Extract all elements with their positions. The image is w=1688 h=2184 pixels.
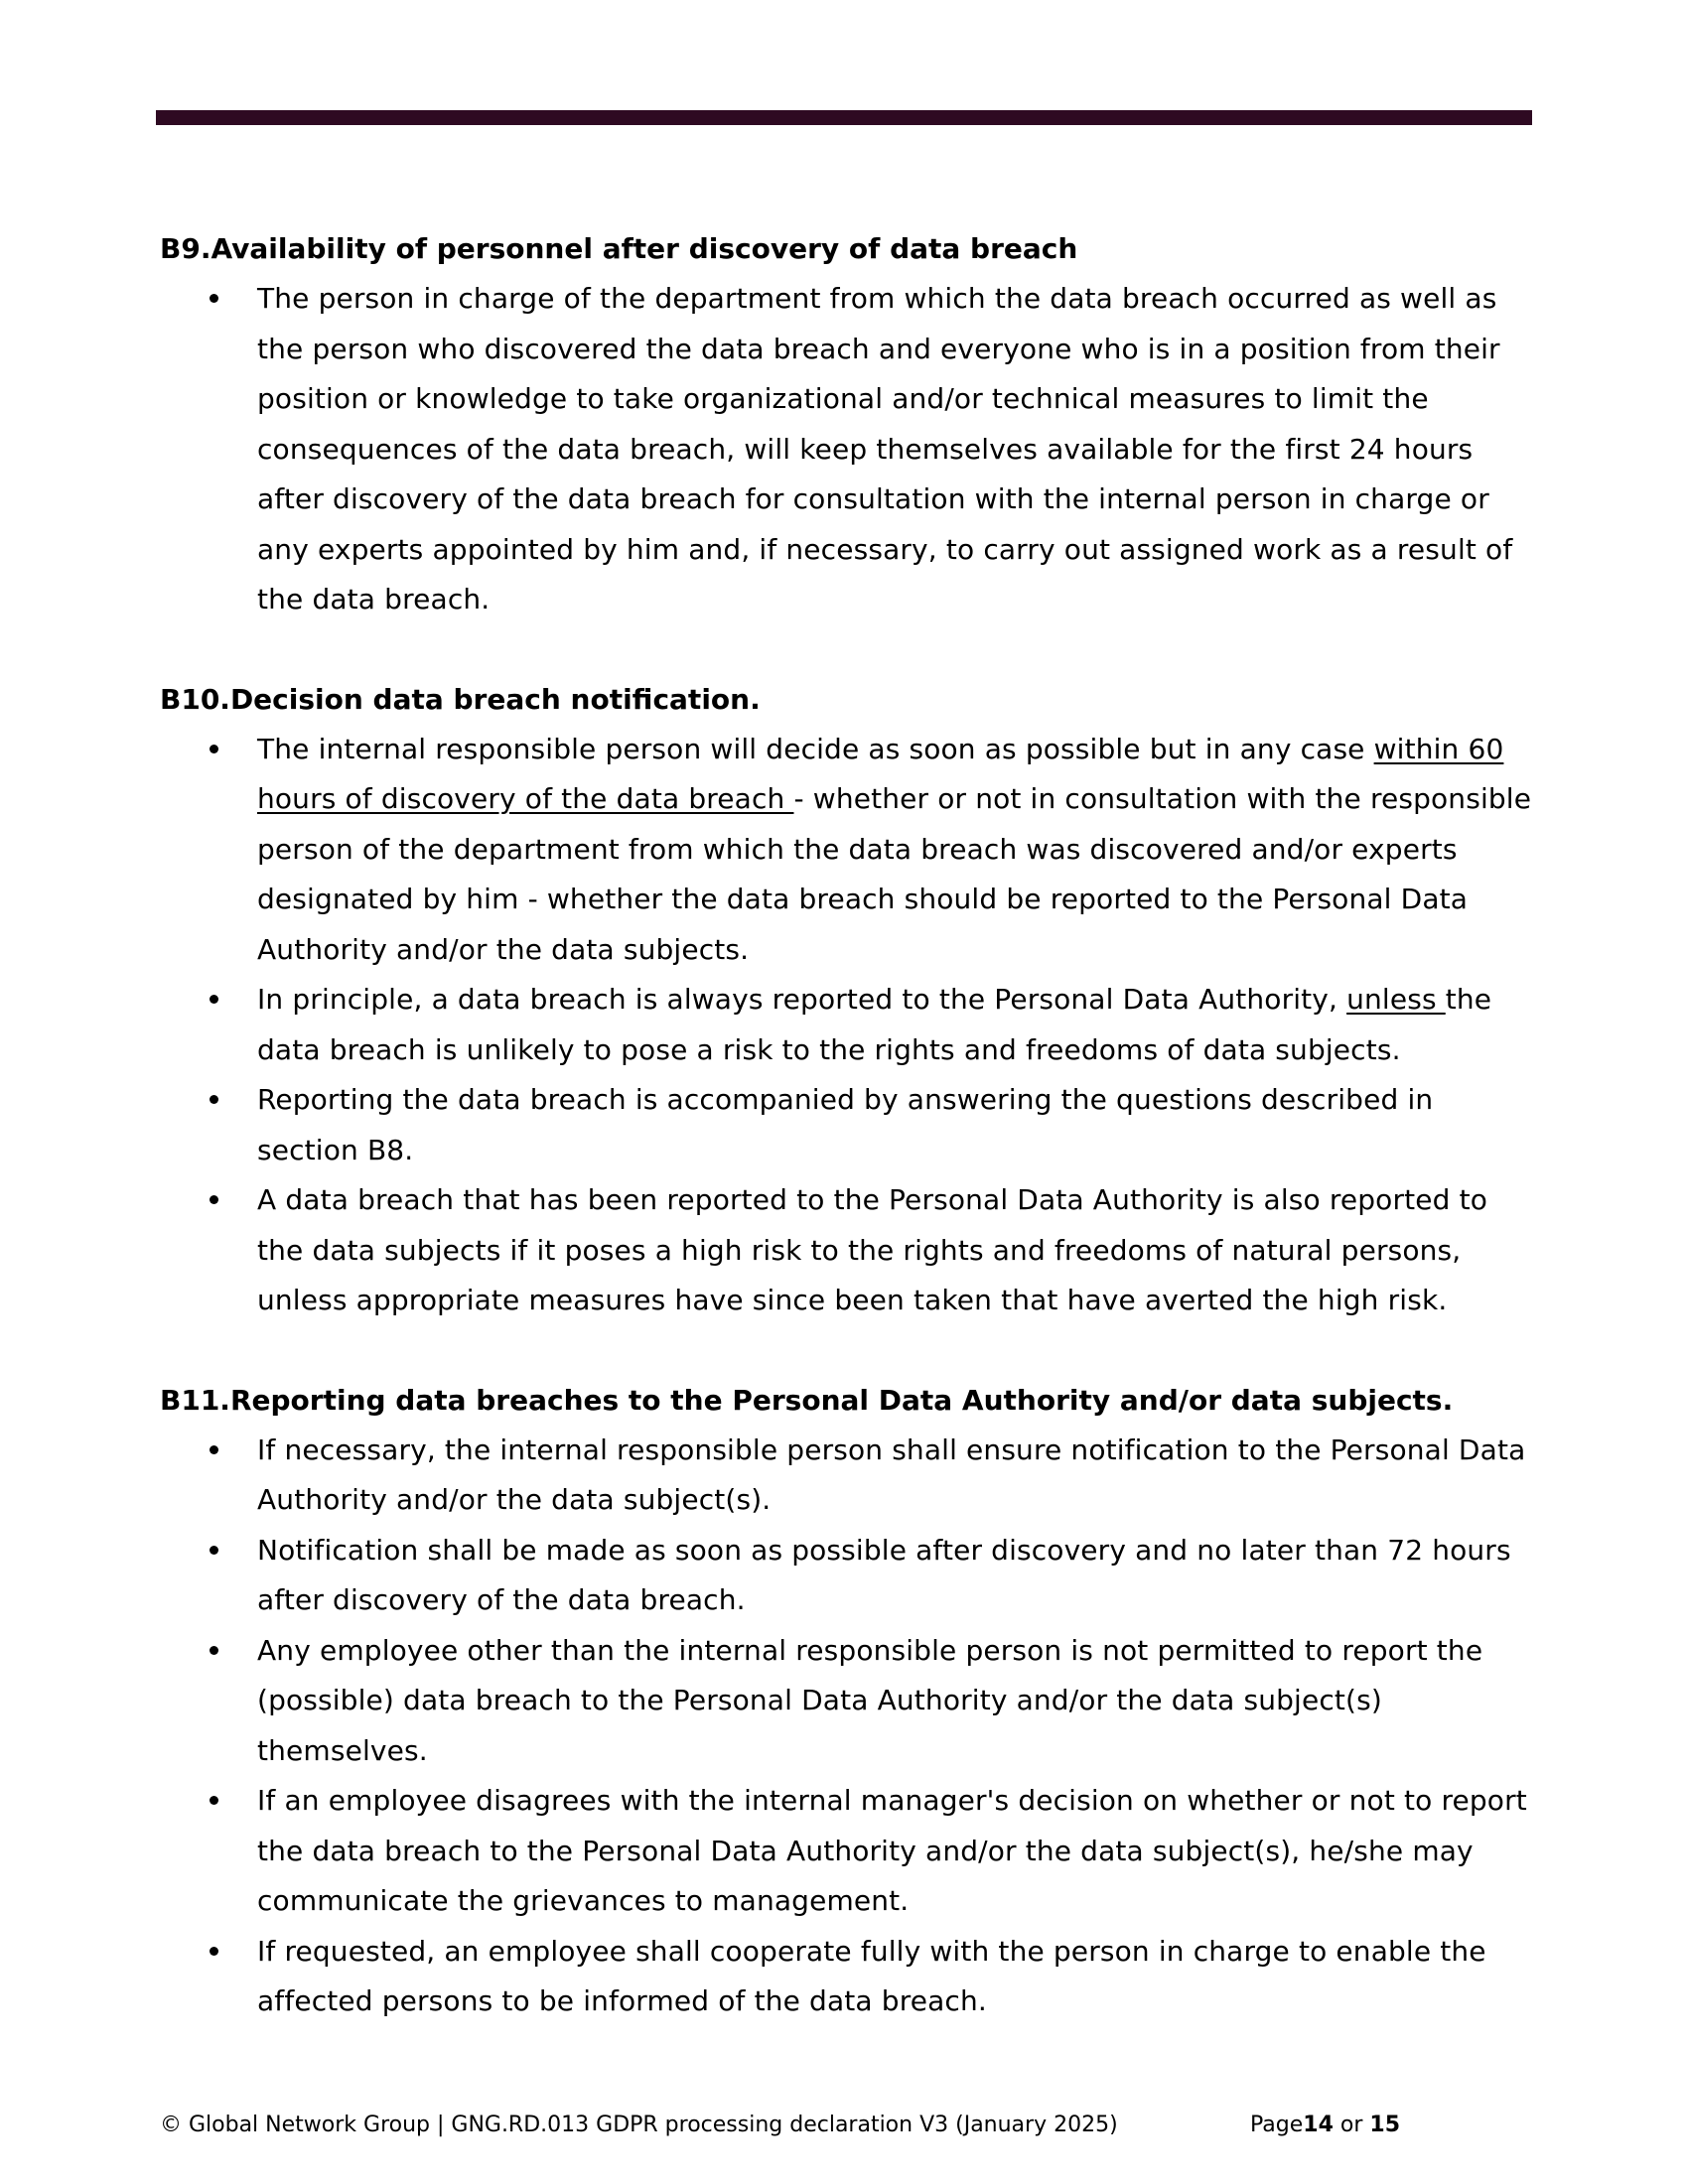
bullet-list-b11 bbox=[160, 1426, 1540, 2027]
item-text: The internal responsible person will decide as soon as possible but in any case bbox=[257, 732, 1374, 765]
page-current: 14 bbox=[1303, 2113, 1334, 2137]
underlined-unless: unless bbox=[1346, 983, 1446, 1016]
page-footer bbox=[160, 2111, 1401, 2140]
bullet-icon bbox=[210, 1646, 218, 1655]
footer-copyright: © Global Network Group | GNG.RD.013 GDPR processing declaration V3 (January 2025) bbox=[160, 2113, 1118, 2137]
item-text: If requested, an employee shall cooperate fully with the person in charge to enable the affected persons to be informed of the data breach. bbox=[257, 1934, 1486, 2017]
list-item bbox=[160, 274, 1540, 625]
bullet-list-b9 bbox=[160, 274, 1540, 625]
item-text: the data breach is unlikely to pose a risk to the rights and freedoms of data subjects. bbox=[257, 983, 1492, 1066]
bullet-list-b10 bbox=[160, 725, 1540, 1326]
list-item bbox=[160, 1075, 1540, 1175]
section-heading-b11: B11.Reporting data breaches to the Personal Data Authority and/or data subjects. bbox=[160, 1383, 1454, 1417]
item-text: The person in charge of the department from which the data breach occurred as well as the person who discovered the data breach and everyone who is in a position from their position or knowledge to take organizational and/or technical measures to limit the consequences of the data breach, will keep themselves available for the first 24 hours after discovery of the data breach for consultation with the internal person in charge or any experts appointed by him and, if necessary, to carry out assigned work as a result of the data breach. bbox=[257, 282, 1513, 615]
list-item bbox=[160, 1175, 1540, 1326]
document-body bbox=[160, 224, 1540, 2077]
list-item bbox=[160, 725, 1540, 976]
item-text: In principle, a data breach is always reported to the Personal Data Authority, bbox=[257, 983, 1347, 1016]
page-total: 15 bbox=[1369, 2113, 1401, 2137]
item-text: If necessary, the internal responsible person shall ensure notification to the Personal Data Authority and/or the data subject(s). bbox=[257, 1433, 1526, 1516]
section-heading-b10: B10.Decision data breach notification. bbox=[160, 682, 761, 716]
section-b11 bbox=[160, 1376, 1540, 2027]
list-item bbox=[160, 1426, 1540, 1526]
list-item bbox=[160, 975, 1540, 1075]
item-text: Reporting the data breach is accompanied by answering the questions described in section B8. bbox=[257, 1083, 1434, 1166]
bullet-icon bbox=[210, 745, 218, 753]
item-text: If an employee disagrees with the internal manager's decision on whether or not to report the data breach to the Personal Data Authority and/or the data subject(s), he/she may communicate the grievances to management. bbox=[257, 1784, 1527, 1917]
list-item bbox=[160, 1927, 1540, 2027]
bullet-icon bbox=[210, 1947, 218, 1956]
bullet-icon bbox=[210, 1095, 218, 1104]
bullet-icon bbox=[210, 1195, 218, 1204]
section-b10 bbox=[160, 675, 1540, 1326]
bullet-icon bbox=[210, 1796, 218, 1805]
bullet-icon bbox=[210, 995, 218, 1004]
page-number bbox=[1250, 2111, 1400, 2140]
bullet-icon bbox=[210, 1445, 218, 1454]
item-text: Notification shall be made as soon as possible after discovery and no later than 72 hours after discovery of the data breach. bbox=[257, 1533, 1511, 1616]
page-separator: or bbox=[1333, 2113, 1370, 2137]
header-rule bbox=[156, 110, 1532, 125]
list-item bbox=[160, 1626, 1540, 1777]
bullet-icon bbox=[210, 1546, 218, 1555]
list-item bbox=[160, 1776, 1540, 1927]
item-text: A data breach that has been reported to the Personal Data Authority is also reported to the data subjects if it poses a high risk to the rights and freedoms of natural persons, unless appropriate measures have since been taken that have averted the high risk. bbox=[257, 1183, 1488, 1316]
item-text: Any employee other than the internal responsible person is not permitted to report the (possible) data breach to the Personal Data Authority and/or the data subject(s) themselves. bbox=[257, 1633, 1483, 1767]
underlined-deadline: within 60 hours of discovery of the data breach bbox=[257, 732, 1504, 815]
list-item bbox=[160, 1526, 1540, 1626]
page-label: Page bbox=[1250, 2113, 1304, 2137]
section-b9 bbox=[160, 224, 1540, 625]
section-heading-b9: B9.Availability of personnel after discovery of data breach bbox=[160, 232, 1078, 265]
bullet-icon bbox=[210, 294, 218, 303]
item-text: - whether or not in consultation with the responsible person of the department from which the data breach was discovered and/or experts designated by him - whether the data breach should be reported to the Personal Data Authority and/or the data subjects. bbox=[257, 782, 1532, 966]
